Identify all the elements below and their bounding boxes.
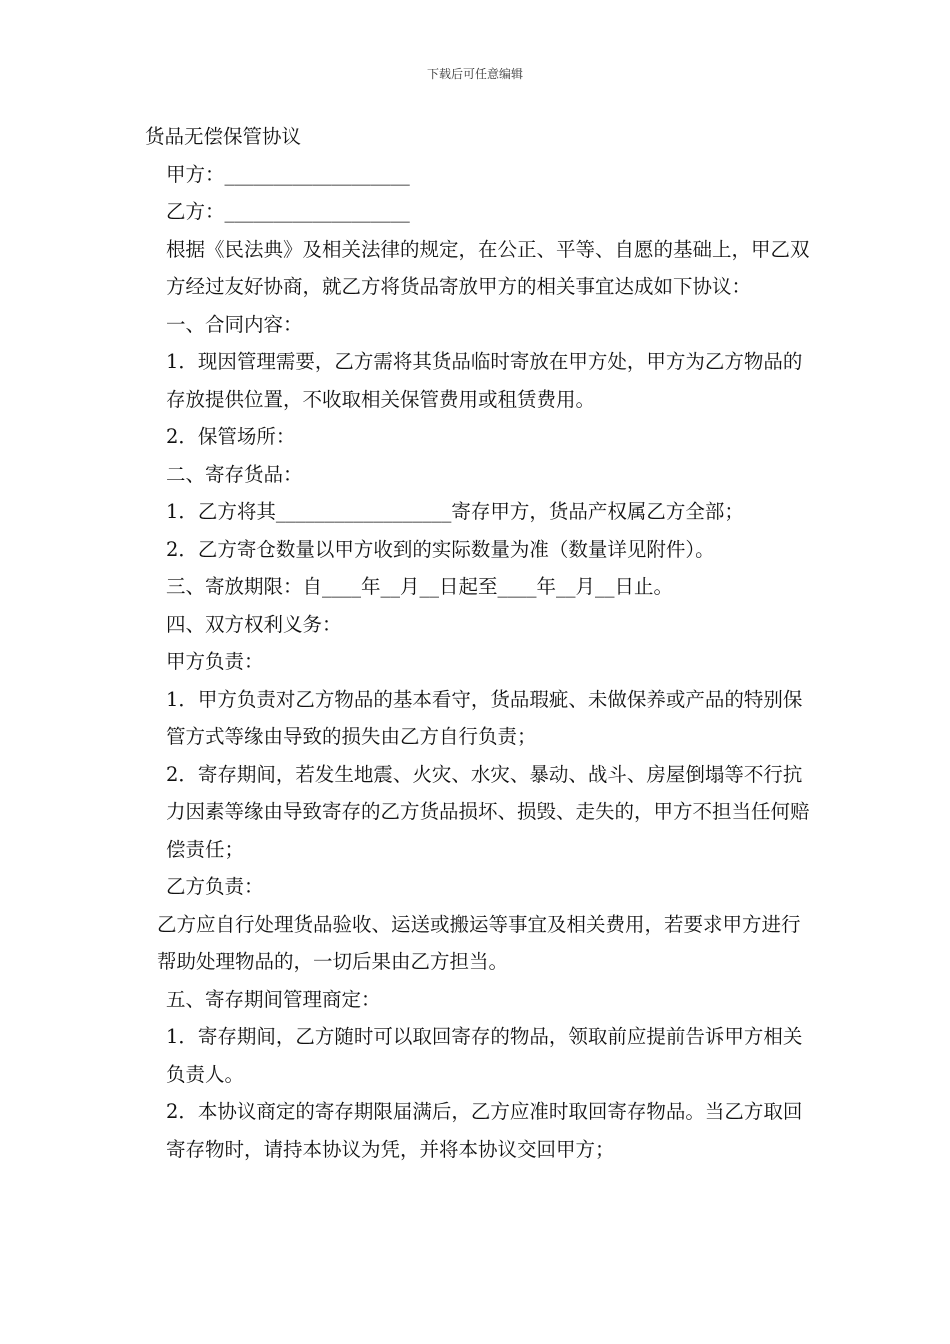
- section-5-title: 五、寄存期间管理商定：: [166, 987, 381, 1011]
- section-3-title: 三、寄放期限：自____年__月__日起至____年__月__日止。: [166, 575, 674, 598]
- section-5-item-2: 2．本协议商定的寄存期限届满后，乙方应准时取回寄存物品。当乙方取回寄存物时，请持本协议为凭，并将本协议交回甲方；: [166, 1100, 803, 1161]
- section-4-party-a-title: 甲方负责：: [166, 650, 264, 673]
- section-5-item-1: 1．寄存期间，乙方随时可以取回寄存的物品，领取前应提前告诉甲方相关负责人。: [166, 1025, 803, 1086]
- section-2-item-1: 1．乙方将其__________________寄存甲方，货品产权属乙方全部；: [166, 500, 744, 523]
- party-b-line: 乙方：___________________: [166, 200, 410, 223]
- section-4-title: 四、双方权利义务：: [166, 612, 342, 636]
- party-a-line: 甲方：___________________: [166, 162, 410, 186]
- section-1-item-1: 1．现因管理需要，乙方需将其货品临时寄放在甲方处，甲方为乙方物品的存放提供位置，不收取相关保管费用或租赁费用。: [166, 350, 803, 411]
- section-1-item-2: 2．保管场所：: [166, 425, 296, 448]
- header-note: 下载后可任意编辑: [426, 67, 523, 81]
- section-2-item-2: 2．乙方寄仓数量以甲方收到的实际数量为准（数量详见附件）。: [166, 537, 715, 561]
- section-4-party-a-item-1: 1．甲方负责对乙方物品的基本看守，货品瑕疵、未做保养或产品的特别保管方式等缘由导致的损失由乙方自行负责；: [166, 687, 803, 748]
- section-1-title: 一、合同内容：: [166, 312, 303, 336]
- document-title: 货品无偿保管协议: [145, 125, 302, 148]
- section-4-party-a-item-2: 2．寄存期间，若发生地震、火灾、水灾、暴动、战斗、房屋倒塌等不行抗力因素等缘由导致寄存的乙方货品损坏、损毁、走失的，甲方不担当任何赔偿责任；: [166, 762, 810, 861]
- preamble-paragraph: 根据《民法典》及相关法律的规定，在公正、平等、自愿的基础上，甲乙双方经过友好协商，就乙方将货品寄放甲方的相关事宜达成如下协议：: [166, 237, 810, 298]
- section-2-title: 二、寄存货品：: [166, 462, 303, 486]
- section-4-party-b-text: 乙方应自行处理货品验收、运送或搬运等事宜及相关费用，若要求甲方进行帮助处理物品的，一切后果由乙方担当。: [157, 912, 801, 973]
- section-4-party-b-title: 乙方负责：: [166, 875, 264, 898]
- document-body: [145, 118, 810, 1168]
